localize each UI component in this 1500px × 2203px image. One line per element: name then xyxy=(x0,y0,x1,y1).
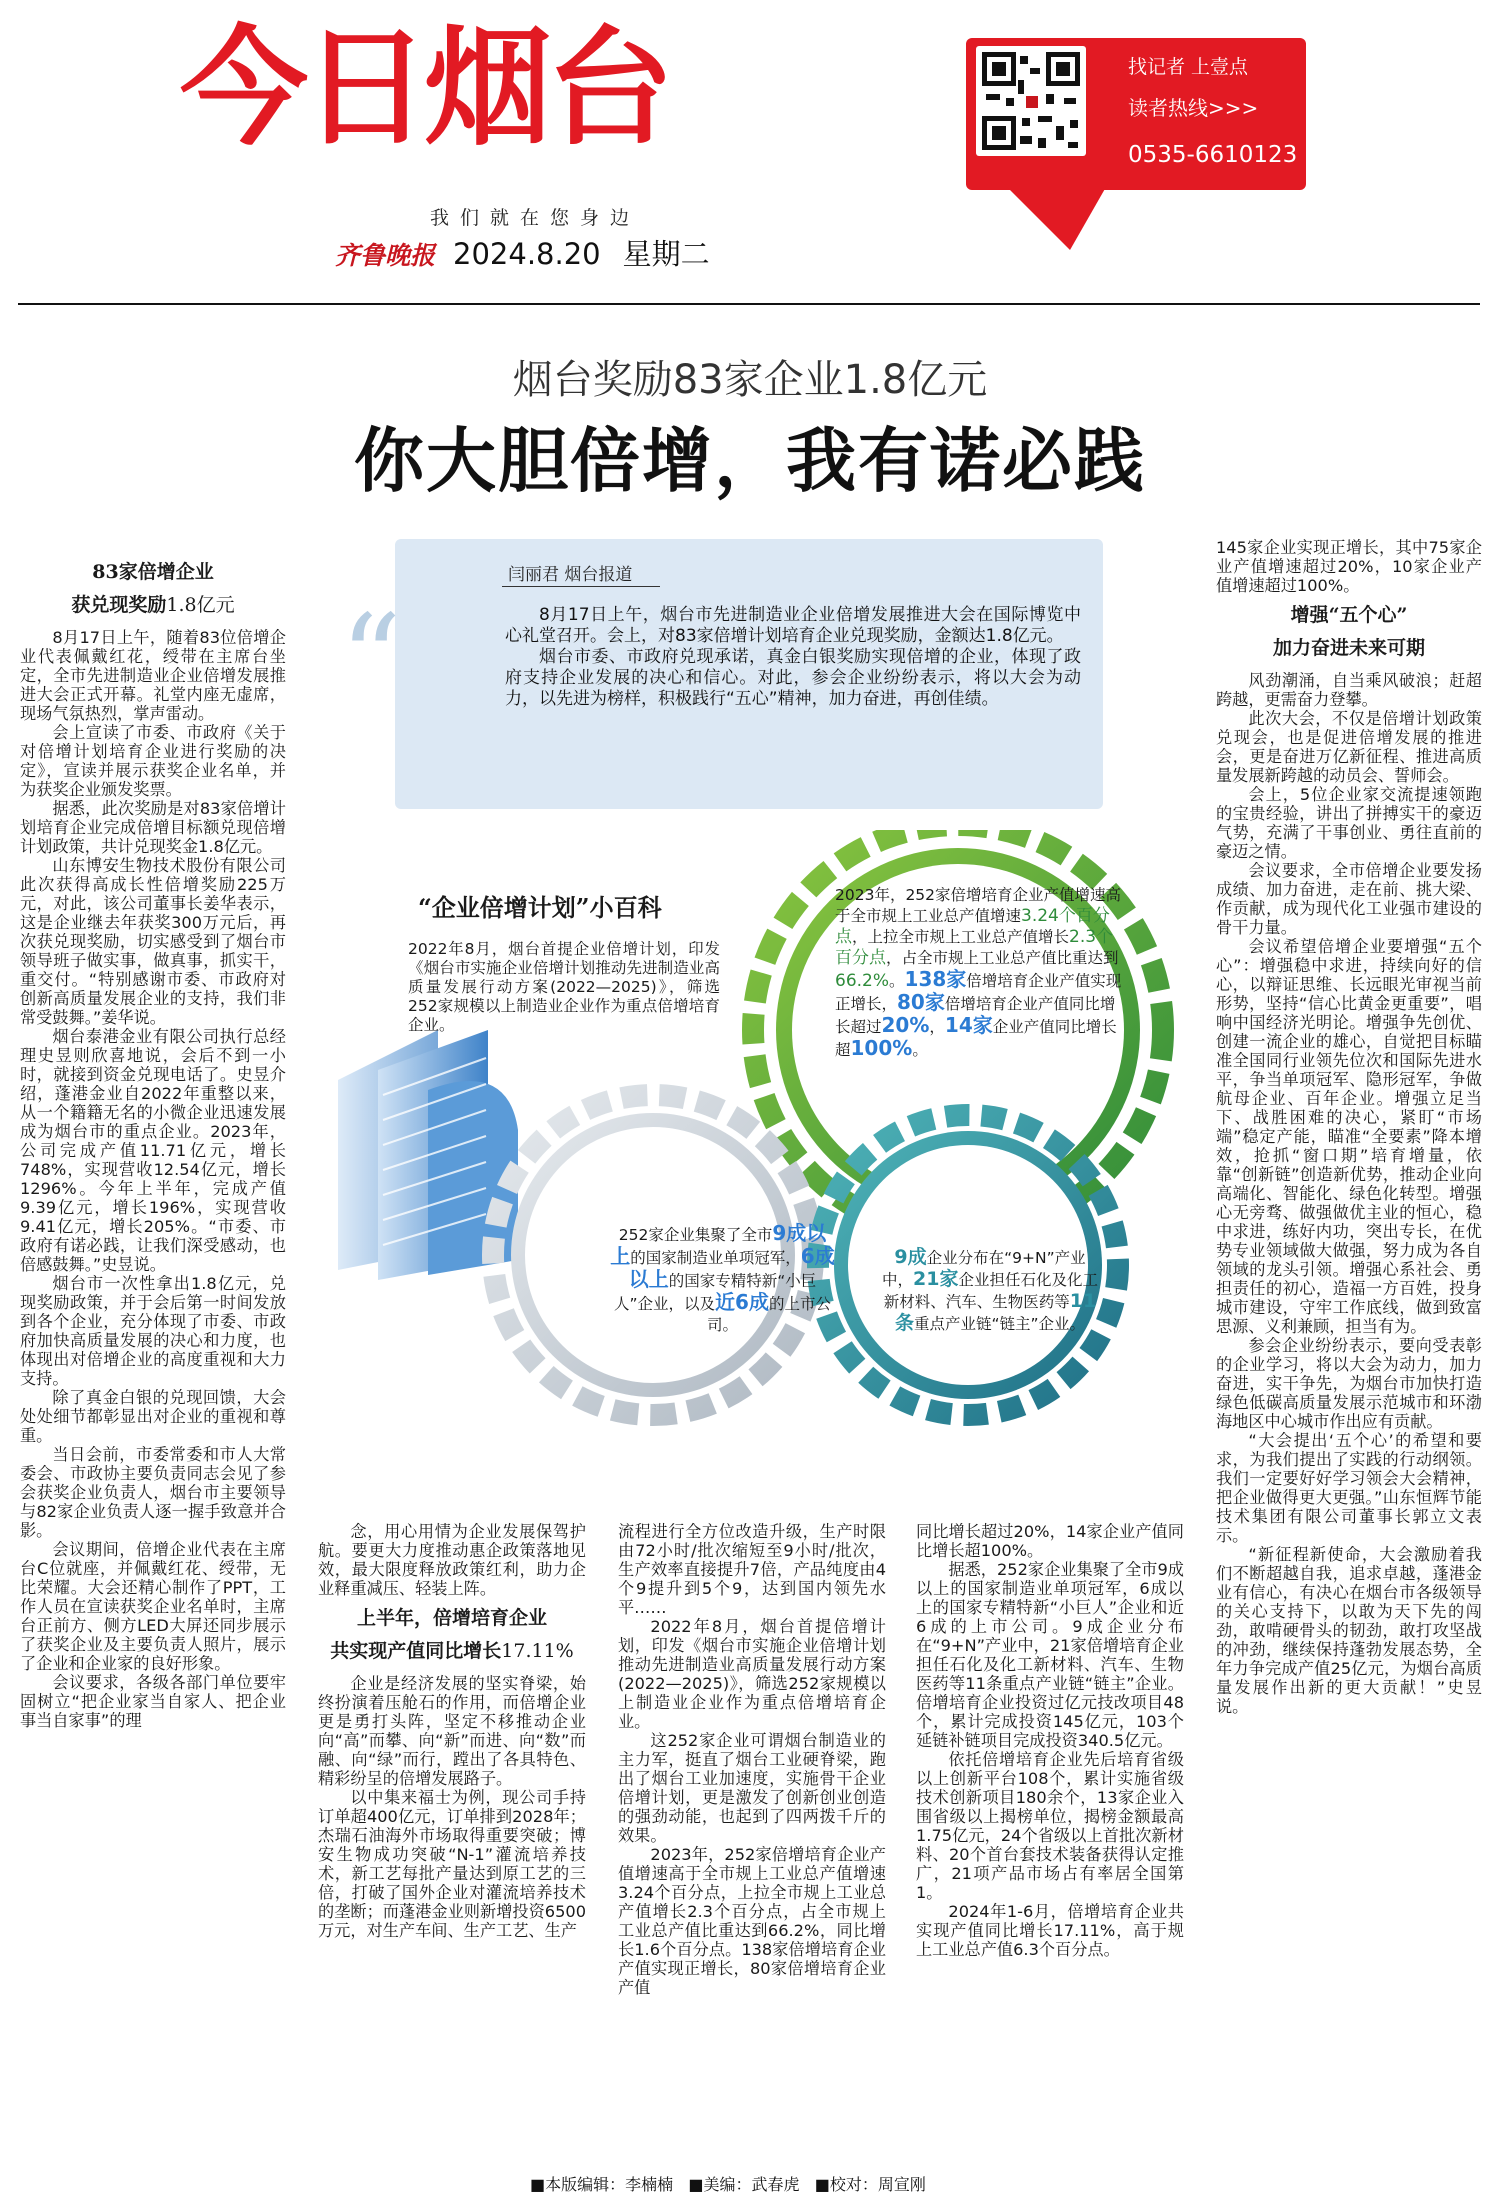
paragraph: 据悉，此次奖励是对83家倍增计划培育企业完成倍增目标额兑现倍增计划政策，共计兑现奖金1.8亿元。 xyxy=(20,799,286,856)
byline: 闫丽君 烟台报道 xyxy=(508,565,633,585)
paragraph: 会议希望倍增企业要增强“五个心”：增强稳中求进，持续向好的信心，以辩证思维、长远眼光审视当前形势，坚持“信心比黄金更重要”，唱响中国经济光明论。增强争先创优、创建一流企业的雄心，自觉把目标瞄准全国同行业领先位次和国际先进水平，争当单项冠军、隐形冠军，争做航母企业、百年企业。增强立足当下、战胜困难的决心，紧盯“市场端”稳定产能，瞄准“全要素”降本增效，抢抓“窗口期”培育增量，依靠“创新链”创造新优势，推动企业向高端化、智能化、绿色化转型。增强心无旁骛、做强做优主业的恒心，稳中求进，练好内功，突出专长，在优势专业领域做大做强，努力成为各自领域的龙头引领。增强心系社会、勇担责任的初心，造福一方百姓，投身城市建设，守牢工作底线，做到致富思源、义利兼顾，担当有为。 xyxy=(1216,937,1482,1336)
paragraph: 会议期间，倍增企业代表在主席台C位就座，并佩戴红花、绶带，无比荣耀。大会还精心制作了PPT，工作人员在宣读获奖企业名单时，主席台正前方、侧方LED大屏还同步展示了获奖企业及主要负责人照片，展示了企业和企业家的良好形象。 xyxy=(20,1540,286,1673)
column-1 xyxy=(20,552,286,1730)
paragraph: 2024年1-6月，倍增培育企业共实现产值同比增长17.11%，高于规上工业总产值6.3个百分点。 xyxy=(916,1902,1184,1959)
green-gear-text: 2023年，252家倍增培育企业产值增速高于全市规上工业总产值增速3.24个百分点，上拉全市规上工业总产值增长2.3个百分点，占全市规上工业总产值比重达到66.2%。138家倍增培育企业产值实现正增长，80家倍增培育企业产值同比增长超过20%，14家企业产值同比增长超100%。 xyxy=(835,886,1122,1060)
paragraph: 风劲潮涌，自当乘风破浪；赶超跨越，更需奋力登攀。 xyxy=(1216,671,1482,709)
paragraph: 此次大会，不仅是倍增计划政策兑现会，也是促进倍增发展的推进会，更是奋进万亿新征程、推进高质量发展新跨越的动员会、誓师会。 xyxy=(1216,709,1482,785)
paragraph: 这252家企业可谓烟台制造业的主力军，挺直了烟台工业硬脊梁，跑出了烟台工业加速度，实施骨干企业倍增计划，更是激发了创新创业创造的强劲动能，也起到了四两拨千斤的效果。 xyxy=(618,1731,886,1845)
paragraph: 同比增长超过20%，14家企业产值同比增长超100%。 xyxy=(916,1522,1184,1560)
paragraph: 企业是经济发展的坚实脊梁，始终扮演着压舱石的作用，而倍增企业更是勇打头阵，坚定不移推动企业向“高”而攀、向“新”而进、向“数”而融、向“绿”而行，蹚出了各具特色、精彩纷呈的倍增发展路子。 xyxy=(318,1674,586,1788)
reader-hotline-box-tail xyxy=(1000,180,1110,250)
masthead-dateline xyxy=(335,232,710,273)
paragraph: 2023年，252家倍增培育企业产值增速高于全市规上工业总产值增速3.24个百分点，上拉全市规上工业总产值增长2.3个百分点，占全市规上工业总产值比重达到66.2%，同比增长1.6个百分点。138家倍增培育企业产值实现正增长，80家倍增培育企业产值 xyxy=(618,1845,886,1997)
paragraph: 会上，5位企业家交流提速领跑的宝贵经验，讲出了拼搏实干的豪迈气势，充满了干事创业、勇往直前的豪迈之情。 xyxy=(1216,785,1482,861)
headline-kicker: 烟台奖励83家企业1.8亿元 xyxy=(512,357,988,403)
subhead: 83家倍增企业 获兑现奖励1.8亿元 xyxy=(71,561,235,616)
paragraph: 念，用心用情为企业发展保驾护航。要更大力度推动惠企政策落地见效，最大限度释放政策红利，助力企业释重减压、轻装上阵。 xyxy=(318,1522,586,1598)
grey-gear-text: 252家企业集聚了全市9成以上的国家制造业单项冠军，6成以上的国家专精特新“小巨人”企业，以及近6成的上市公司。 xyxy=(610,1221,835,1334)
paragraph: 会议要求，全市倍增企业要发扬成绩、加力奋进，走在前、挑大梁、作贡献，成为现代化工业强市建设的骨干力量。 xyxy=(1216,861,1482,937)
paragraph: 145家企业实现正增长，其中75家企业产值增速超过20%，10家企业产值增速超过100%。 xyxy=(1216,538,1482,595)
column-3 xyxy=(618,1522,886,1997)
paragraph: 当日会前，市委常委和市人大常委会、市政协主要负责同志会见了参会获奖企业负责人，烟台市主要领导与82家企业负责人逐一握手致意并合影。 xyxy=(20,1445,286,1540)
paragraph: 烟台市一次性拿出1.8亿元，兑现奖励政策，并于会后第一时间发放到各个企业，充分体现了市委、市政府加快高质量发展的决心和力度，也体现出对倍增企业的高度重视和大力支持。 xyxy=(20,1274,286,1388)
hotline-label: 读者热线>>> xyxy=(1128,96,1259,120)
column-5 xyxy=(1216,538,1482,1716)
encyclopedia-text: 2022年8月，烟台首提企业倍增计划，印发《烟台市实施企业倍增计划推动先进制造业高质量发展行动方案(2022—2025)》，筛选252家规模以上制造业企业作为重点倍增培育企业。 xyxy=(408,940,720,1034)
masthead-tagline: 我们就在您身边 xyxy=(430,207,641,229)
lead-paragraph: 烟台市委、市政府兑现承诺，真金白银奖励实现倍增的企业，体现了政府支持企业发展的决心和信心。对此，参会企业纷纷表示，将以大会为动力，以先进为榜样，积极践行“五心”精神，加力奋进，再创佳绩。 xyxy=(505,647,1081,709)
paragraph: 山东博安生物技术股份有限公司此次获得高成长性倍增奖励225万元，对此，该公司董事长姜华表示，这是企业继去年获奖300万元后，再次获兑现奖励，切实感受到了烟台市领导班子做实事，做真事，抓实干，重交付。“特别感谢市委、市政府对创新高质量发展企业的支持，我们非常受鼓舞。”姜华说。 xyxy=(20,856,286,1027)
paragraph: 2022年8月，烟台首提倍增计划，印发《烟台市实施企业倍增计划推动先进制造业高质量发展行动方案(2022—2025)》，筛选252家规模以上制造业企业作为重点倍增培育企业。 xyxy=(618,1617,886,1731)
byline-rule xyxy=(502,586,660,587)
paragraph: 以中集来福士为例，现公司手持订单超400亿元，订单排到2028年；杰瑞石油海外市场取得重要突破；博安生物成功突破“N-1”灌流培养技术，新工艺每批产量达到原工艺的三倍，打破了国外企业对灌流培养技术的垄断；而蓬港金业则新增投资6500万元，对生产车间、生产工艺、生产 xyxy=(318,1788,586,1940)
column-4 xyxy=(916,1522,1184,1959)
paper-name: 齐鲁晚报 xyxy=(335,241,436,270)
paragraph: “新征程新使命，大会激励着我们不断超越自我，追求卓越，蓬港金业有信心，有决心在烟台市各级领导的关心支持下，以敢为天下先的闯劲，敢啃硬骨头的韧劲，敢打攻坚战的冲劲，继续保持蓬勃发展态势，全年力争完成产值25亿元，为烟台高质量发展作出新的更大贡献！”史昱说。 xyxy=(1216,1545,1482,1716)
issue-weekday: 星期二 xyxy=(622,237,710,271)
reporter-line: 找记者 上壹点 xyxy=(1128,56,1249,78)
paragraph: 据悉，252家企业集聚了全市9成以上的国家制造业单项冠军，6成以上的国家专精特新“小巨人”企业和近6成的上市公司。9成企业分布在“9+N”产业中，21家倍增培育企业担任石化及化工新材料、汽车、生物医药等11条重点产业链“链主”企业。倍增培育企业投资过亿元技改项目48个，累计完成投资145亿元，103个延链补链项目完成投资340.5亿元。 xyxy=(916,1560,1184,1750)
qr-code-icon[interactable] xyxy=(976,46,1086,156)
footer-credits: ■本版编辑：李楠楠 ■美编：武春虎 ■校对：周宣刚 xyxy=(530,2175,926,2194)
hotline-number[interactable]: 0535-6610123 xyxy=(1128,142,1298,168)
lead-paragraph: 8月17日上午，烟台市先进制造业企业倍增发展推进大会在国际博览中心礼堂召开。会上，对83家倍增计划培育企业兑现奖励，金额达1.8亿元。 xyxy=(505,605,1081,646)
encyclopedia-title: “企业倍增计划”小百科 xyxy=(418,893,662,922)
paragraph: 烟台泰港金业有限公司执行总经理史昱则欣喜地说，会后不到一小时，就接到资金兑现电话了。史昱介绍，蓬港金业自2022年重整以来，从一个籍籍无名的小微企业迅速发展成为烟台市的重点企业。2023年，公司完成产值11.71亿元，增长748%，实现营收12.54亿元，增长1296%。今年上半年，完成产值9.39亿元，增长196%，实现营收9.41亿元，增长205%。“市委、市政府有诺必践，让我们深受感动，也倍感鼓舞。”史昱说。 xyxy=(20,1027,286,1274)
teal-gear-text: 9成企业分布在“9+N”产业中，21家企业担任石化及化工新材料、汽车、生物医药等11条重点产业链“链主”企业。 xyxy=(882,1246,1098,1334)
subhead: 增强“五个心” 加力奋进未来可期 xyxy=(1272,604,1425,659)
paragraph: 依托倍增培育企业先后培育省级以上创新平台108个，累计实施省级技术创新项目180余个，13家企业入围省级以上揭榜单位，揭榜金额最高1.75亿元，24个省级以上首批次新材料、20个首台套技术装备获得认定推广，21项产品市场占有率居全国第1。 xyxy=(916,1750,1184,1902)
masthead-rule xyxy=(18,303,1480,305)
paragraph: 8月17日上午，随着83位倍增企业代表佩戴红花，绶带在主席台坐定，全市先进制造业企业倍增发展推进大会正式开幕。礼堂内座无虚席，现场气氛热烈，掌声雷动。 xyxy=(20,628,286,723)
column-2 xyxy=(318,1522,586,1940)
paragraph: “大会提出‘五个心’的希望和要求，为我们提出了实践的行动纲领。我们一定要好好学习领会大会精神，把企业做得更大更强。”山东恒辉节能技术集团有限公司董事长郭立文表示。 xyxy=(1216,1431,1482,1545)
quote-mark-icon: “ xyxy=(340,590,402,729)
paragraph: 会上宣读了市委、市政府《关于对倍增计划培育企业进行奖励的决定》，宣读并展示获奖企业名单，并为获奖企业颁发奖票。 xyxy=(20,723,286,799)
headline-title: 你大胆倍增，我有诺必践 xyxy=(354,419,1146,502)
subhead: 上半年，倍增培育企业 共实现产值同比增长17.11% xyxy=(330,1607,574,1662)
issue-date: 2024.8.20 xyxy=(453,237,601,271)
paragraph: 参会企业纷纷表示，要向受表彰的企业学习，将以大会为动力，加力奋进，实干争先，为烟台市加快打造绿色低碳高质量发展示范城市和环渤海地区中心城市作出应有贡献。 xyxy=(1216,1336,1482,1431)
lead-text xyxy=(505,605,1081,710)
paragraph: 流程进行全方位改造升级，生产时限由72小时/批次缩短至9小时/批次，生产效率直接提升7倍，产品纯度由4个9提升到5个9，达到国内领先水平…… xyxy=(618,1522,886,1617)
masthead-title: 今日烟台 xyxy=(180,14,669,163)
paragraph: 会议要求，各级各部门单位要牢固树立“把企业家当自家人、把企业事当自家事”的理 xyxy=(20,1673,286,1730)
paragraph: 除了真金白银的兑现回馈，大会处处细节都彰显出对企业的重视和尊重。 xyxy=(20,1388,286,1445)
